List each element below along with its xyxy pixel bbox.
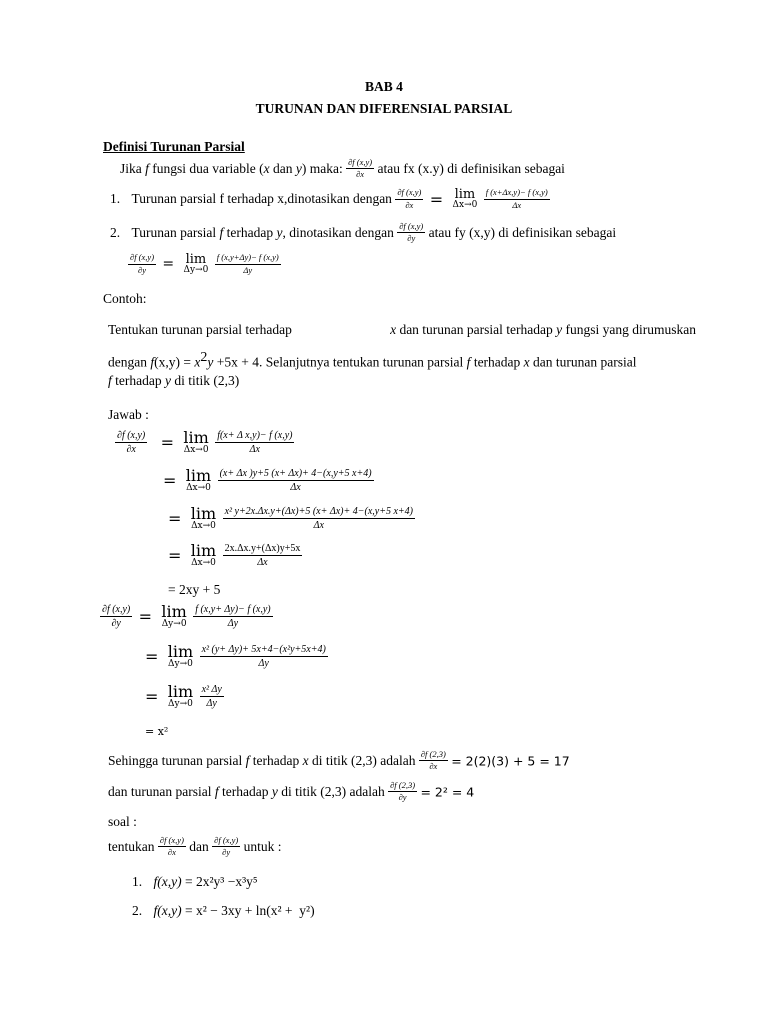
- fraction-denominator: Δy: [258, 658, 269, 669]
- limit-operator: [168, 644, 193, 669]
- contoh-label: Contoh:: [103, 291, 147, 306]
- soal-label: soal :: [108, 814, 137, 829]
- conclusion-fraction: [419, 750, 448, 772]
- fraction-denominator: ∂x: [405, 199, 414, 210]
- definition-text: Turunan parsial: [131, 224, 220, 240]
- list-number: 2.: [132, 903, 143, 918]
- example-text: terhadap: [470, 354, 524, 370]
- fraction-numerator: ∂f (2,3): [388, 781, 417, 792]
- fraction-denominator: ∂y: [222, 847, 231, 858]
- limit-subscript: Δx→0: [452, 200, 478, 210]
- definition-fraction: [395, 188, 423, 210]
- dy-step-fraction: [200, 644, 328, 669]
- dx-step-4: [165, 543, 302, 568]
- example-f: f: [108, 373, 112, 388]
- definition-text: atau fy (x,y) di definisikan sebagai: [428, 224, 617, 240]
- limit-word: lim: [183, 428, 209, 447]
- example-f: f: [150, 354, 155, 370]
- fraction-numerator: ∂f (x,y): [397, 222, 425, 233]
- example-x: x: [194, 354, 201, 370]
- list-number: 1.: [132, 874, 143, 889]
- soal-function: f(x,y): [153, 874, 182, 889]
- example-text: dan turunan parsial terhadap: [396, 322, 557, 337]
- fraction-numerator: ∂f (x,y): [346, 158, 374, 169]
- fraction-numerator: f(x+ Δ x,y)− f (x,y): [217, 430, 293, 441]
- limit-subscript: Δy→0: [161, 619, 187, 629]
- conclusion-fraction: [388, 781, 417, 803]
- page-title: TURUNAN DAN DIFERENSIAL PARSIAL: [255, 101, 513, 116]
- fraction-denominator: ∂x: [126, 444, 136, 455]
- limit-subscript: Δx→0: [191, 558, 216, 568]
- equals-sign: =: [429, 189, 444, 209]
- equals-sign: =: [145, 687, 159, 706]
- soal-expression: x² − 3xy + ln(x² + y²): [195, 903, 315, 918]
- limit-operator: [186, 468, 211, 493]
- dy-step-2: [142, 644, 328, 669]
- equals-sign: =: [168, 509, 182, 528]
- fraction-denominator: Δx: [313, 520, 324, 531]
- dy-step-1: [100, 604, 273, 629]
- fraction-denominator: ∂y: [398, 792, 407, 803]
- limit-operator: [183, 430, 208, 455]
- limit-operator: [191, 506, 216, 531]
- limit-word: lim: [185, 252, 207, 267]
- fraction-numerator: ∂f (x,y): [117, 430, 146, 441]
- equals-sign: =: [168, 546, 182, 565]
- intro-text: atau fx (x.y) di definisikan sebagai: [377, 160, 565, 176]
- definition-text: terhadap: [223, 224, 277, 240]
- fraction-denominator: ∂y: [138, 264, 146, 275]
- section-heading: Definisi Turunan Parsial: [103, 139, 245, 154]
- example-f: f: [466, 354, 471, 370]
- example-text: +5x + 4. Selanjutnya tentukan turunan parsial: [213, 354, 467, 370]
- equals-sign: =: [145, 647, 159, 666]
- limit-subscript: Δy→0: [168, 699, 193, 709]
- example-exponent: 2: [200, 350, 208, 365]
- example-x: x: [390, 322, 397, 337]
- fraction-numerator: (x+ Δx )y+5 (x+ Δx)+ 4−(x,y+5 x+4): [219, 468, 372, 479]
- soal-text: dan: [189, 838, 213, 854]
- fraction-numerator: ∂f (2,3): [419, 750, 448, 761]
- intro-f: f: [145, 160, 149, 176]
- soal-eq: =: [181, 903, 196, 918]
- example-text: dengan: [108, 354, 151, 370]
- definition-1: [110, 188, 550, 210]
- dy-step-fraction: [200, 684, 224, 709]
- limit-operator: [191, 543, 216, 568]
- fraction-denominator: Δy: [206, 698, 217, 709]
- example-y: y: [556, 322, 563, 337]
- fraction-numerator: ∂f (x,y): [102, 604, 131, 615]
- conclusion-dx: [108, 750, 570, 772]
- fraction-numerator: 2x.Δx.y+(Δx)y+5x: [224, 543, 301, 554]
- dx-step-1: [115, 430, 294, 455]
- fraction-denominator: Δy: [227, 618, 239, 629]
- soal-eq: =: [181, 874, 196, 889]
- example-text: dan turunan parsial: [529, 354, 637, 370]
- example-line-3: [108, 373, 239, 389]
- dx-step-fraction: [223, 543, 303, 568]
- soal-function: f(x,y): [153, 903, 182, 918]
- soal-fraction-dy: [212, 836, 240, 858]
- fraction-denominator: Δx: [257, 557, 268, 568]
- dy-step-fraction: [193, 604, 272, 629]
- limit-word: lim: [161, 602, 187, 621]
- intro-x: x: [263, 160, 270, 176]
- fraction-numerator: ∂f (x,y): [158, 836, 186, 847]
- definition-fraction: [397, 222, 425, 244]
- example-line-2: [108, 350, 696, 371]
- definition-2: [110, 222, 616, 244]
- dx-step-fraction: [215, 430, 294, 455]
- intro-text: ) maka:: [301, 160, 347, 176]
- conclusion-text: di titik (2,3) adalah: [308, 752, 419, 768]
- chapter-label: BAB 4: [365, 79, 403, 94]
- example-text: terhadap: [111, 373, 165, 388]
- example-eq: =: [180, 354, 195, 370]
- limit-operator: [161, 604, 186, 629]
- example-text: di titik (2,3): [171, 373, 240, 388]
- example-line-1: [108, 322, 696, 338]
- limit-operator: [184, 253, 209, 275]
- fraction-numerator: f (x,y+Δy)− f (x,y): [215, 253, 281, 264]
- intro-y: y: [295, 160, 302, 176]
- fraction-denominator: ∂x: [167, 847, 176, 858]
- dy-result: = x²: [145, 725, 169, 738]
- limit-word: lim: [190, 541, 217, 560]
- limit-word: lim: [167, 642, 194, 661]
- conclusion-dy: [108, 781, 474, 803]
- fraction-numerator: x² Δy: [201, 684, 222, 695]
- equals-sign: =: [162, 256, 175, 272]
- definition-lhs-fraction: [128, 253, 156, 275]
- equals-sign: =: [138, 607, 153, 626]
- conclusion-f: f: [214, 783, 219, 799]
- equals-sign: =: [163, 471, 177, 490]
- intro-fraction: [346, 158, 374, 180]
- limit-subscript: Δx→0: [183, 445, 209, 455]
- definition-text: Turunan parsial f terhadap x,dinotasikan dengan: [131, 191, 392, 206]
- soal-text: untuk :: [243, 838, 282, 854]
- fraction-numerator: ∂f (x,y): [395, 188, 423, 199]
- soal-item: [132, 903, 315, 919]
- fraction-denominator: Δx: [290, 482, 301, 493]
- conclusion-text: terhadap: [249, 752, 303, 768]
- definition-y: y: [276, 224, 283, 240]
- fraction-numerator: x² y+2x.Δx.y+(Δx)+5 (x+ Δx)+ 4−(x,y+5 x+4): [224, 506, 413, 517]
- dy-lhs-fraction: [100, 604, 132, 629]
- example-x: x: [523, 354, 530, 370]
- limit-subscript: Δx→0: [186, 483, 211, 493]
- example-text: Tentukan turunan parsial terhadap: [108, 322, 292, 337]
- conclusion-x: x: [302, 752, 309, 768]
- intro-text: dan: [269, 160, 296, 176]
- limit-word: lim: [167, 682, 194, 701]
- equals-sign: =: [160, 433, 175, 452]
- limit-subscript: Δy→0: [183, 265, 209, 275]
- dx-step-2: [160, 468, 374, 493]
- conclusion-text: Sehingga turunan parsial: [108, 752, 246, 768]
- soal-fraction-dx: [158, 836, 186, 858]
- limit-operator: [168, 684, 193, 709]
- dx-step-3: [165, 506, 415, 531]
- example-text: fungsi yang dirumuskan: [562, 322, 696, 337]
- definition-2-formula: [128, 253, 281, 275]
- soal-text: tentukan: [108, 838, 158, 854]
- list-number: 2.: [110, 224, 121, 240]
- fraction-numerator: f (x+Δx,y)− f (x,y): [484, 188, 550, 199]
- fraction-numerator: ∂f (x,y): [128, 253, 156, 264]
- fraction-numerator: f (x,y+ Δy)− f (x,y): [195, 604, 271, 615]
- fraction-denominator: Δx: [249, 444, 260, 455]
- soal-item: [132, 874, 258, 890]
- definition-rhs-fraction: [484, 188, 550, 210]
- fraction-denominator: Δy: [243, 264, 253, 275]
- intro-text: fungsi dua variable (: [148, 160, 264, 176]
- fraction-numerator: ∂f (x,y): [212, 836, 240, 847]
- fraction-denominator: ∂y: [111, 618, 121, 629]
- fraction-denominator: ∂x: [356, 169, 365, 180]
- conclusion-value: = 2² = 4: [420, 784, 475, 800]
- definition-text: , dinotasikan dengan: [282, 224, 398, 240]
- fraction-denominator: ∂x: [429, 761, 438, 772]
- example-y: y: [165, 373, 171, 388]
- limit-word: lim: [454, 187, 476, 202]
- dx-step-fraction: [218, 468, 374, 493]
- jawab-label: Jawab :: [108, 407, 149, 422]
- example-y: y: [207, 354, 214, 370]
- limit-subscript: Δx→0: [191, 521, 216, 531]
- definition-f: f: [219, 224, 224, 240]
- dy-step-3: [142, 684, 224, 709]
- fraction-denominator: Δx: [512, 199, 522, 210]
- conclusion-text: dan turunan parsial: [108, 783, 215, 799]
- conclusion-text: terhadap: [218, 783, 272, 799]
- limit-operator: [453, 188, 478, 210]
- dx-lhs-fraction: [115, 430, 147, 455]
- intro-text: Jika: [120, 160, 146, 176]
- soal-instruction: [108, 836, 281, 858]
- soal-expression: 2x²y³ −x³y⁵: [195, 874, 258, 889]
- list-number: 1.: [110, 191, 121, 206]
- fraction-denominator: ∂y: [407, 233, 416, 244]
- conclusion-f: f: [245, 752, 250, 768]
- dx-result: = 2xy + 5: [168, 582, 221, 597]
- limit-word: lim: [190, 504, 217, 523]
- definition-rhs-fraction: [215, 253, 281, 275]
- fraction-numerator: x² (y+ Δy)+ 5x+4−(x²y+5x+4): [201, 644, 326, 655]
- conclusion-y: y: [271, 783, 278, 799]
- example-args: (x,y): [154, 354, 180, 370]
- dx-step-fraction: [223, 506, 415, 531]
- intro-line: [120, 158, 565, 180]
- conclusion-text: di titik (2,3) adalah: [277, 783, 389, 799]
- limit-word: lim: [185, 466, 212, 485]
- limit-subscript: Δy→0: [168, 659, 193, 669]
- conclusion-value: = 2(2)(3) + 5 = 17: [451, 753, 570, 769]
